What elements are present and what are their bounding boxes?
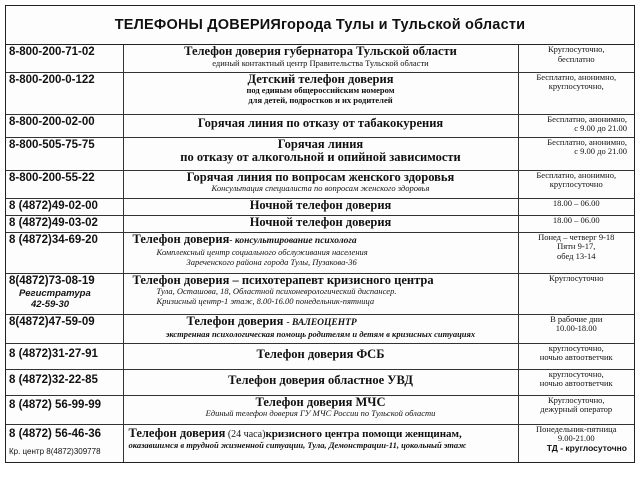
hours-line: Понедельник-пятница bbox=[536, 424, 617, 434]
service-description: Кризисный центр-1 этаж, 8.00-16.00 понедельник-пятница bbox=[156, 295, 375, 306]
hours-line: дежурный оператор bbox=[540, 404, 613, 414]
service-title: Телефон доверия МЧС bbox=[255, 395, 386, 409]
phone-cell bbox=[6, 72, 123, 114]
service-cell bbox=[123, 45, 518, 72]
hours-cell bbox=[518, 314, 634, 343]
phone-number: 8-800-200-71-02 bbox=[9, 46, 95, 58]
hours-cell bbox=[518, 45, 634, 72]
hours-line: ТД - круглосуточно bbox=[546, 442, 627, 453]
phone-cell bbox=[6, 170, 123, 198]
hours-line: 18.00 – 06.00 bbox=[552, 215, 600, 225]
hours-cell bbox=[518, 198, 634, 215]
hours-line: Понед – четверг 9-18 bbox=[538, 232, 615, 242]
service-description: для детей, подростков и их родителей bbox=[248, 94, 393, 105]
service-cell bbox=[123, 395, 518, 424]
hours-line: обед 13-14 bbox=[557, 250, 596, 261]
service-cell bbox=[123, 424, 518, 462]
table-row bbox=[6, 114, 634, 137]
service-description: Зареченского района города Тулы, Пузакова-36 bbox=[186, 256, 357, 267]
phone-number: 8-800-200-55-22 bbox=[9, 171, 95, 184]
service-cell bbox=[123, 369, 518, 395]
hotline-table bbox=[6, 45, 634, 462]
service-title: Горячая линия по вопросам женского здоровья bbox=[186, 170, 455, 184]
service-cell bbox=[123, 215, 518, 232]
hours-line: Круглосуточно bbox=[549, 273, 604, 283]
service-cell bbox=[123, 114, 518, 137]
service-description: экстренная психологическая помощь родителям и детям в кризисных ситуациях bbox=[165, 329, 476, 339]
phone-number: 8 (4872)32-22-85 bbox=[9, 373, 98, 386]
table-row bbox=[6, 232, 634, 273]
service-title-hours: (24 часа) bbox=[225, 428, 266, 440]
service-title: Телефон доверия губернатора Тульской области bbox=[184, 45, 457, 58]
service-title: Телефон доверия областное УВД bbox=[228, 372, 413, 387]
service-title-main: Телефон доверия bbox=[186, 314, 284, 328]
hours-line: 18.00 – 06.00 bbox=[552, 198, 600, 208]
service-title-rest: кризисного центра помощи женщинам, bbox=[265, 427, 462, 440]
phone-cell bbox=[6, 198, 123, 215]
hours-cell bbox=[518, 232, 634, 273]
service-title-extra: - консультирование психолога bbox=[229, 235, 357, 246]
hours-line: с 9.00 до 21.00 bbox=[574, 146, 627, 156]
table-row bbox=[6, 273, 634, 314]
service-cell bbox=[123, 72, 518, 114]
service-title: Ночной телефон доверия bbox=[249, 198, 392, 212]
service-title bbox=[127, 315, 515, 331]
phone-number: 8 (4872)31-27-91 bbox=[9, 347, 98, 360]
service-description: оказавшимся в трудной жизненной ситуации, Тула, Демонстрации-11, цокольный этаж bbox=[128, 440, 467, 450]
hours-cell bbox=[518, 343, 634, 369]
phone-cell bbox=[6, 45, 123, 72]
table-row bbox=[6, 72, 634, 114]
hours-line: круглосуточно, bbox=[548, 343, 604, 353]
phone-number: 8-800-505-75-75 bbox=[9, 138, 95, 151]
hours-line: 10.00-18.00 bbox=[555, 323, 597, 333]
phone-number: 8-800-200-02-00 bbox=[9, 115, 95, 128]
service-cell bbox=[123, 170, 518, 198]
service-title-line-2: по отказу от алкогольной и опийной зависимости bbox=[180, 150, 461, 164]
registry-phone: 42-59-30 bbox=[31, 298, 70, 310]
hours-line: бесплатно bbox=[557, 53, 595, 64]
phone-number: 8(4872)47-59-09 bbox=[9, 315, 95, 328]
service-title-main: Телефон доверия bbox=[132, 232, 230, 246]
hours-cell bbox=[518, 72, 634, 114]
table-row bbox=[6, 424, 634, 462]
phone-cell bbox=[6, 232, 123, 273]
service-cell bbox=[123, 273, 518, 314]
hours-line: Круглосуточно, bbox=[547, 395, 605, 405]
service-cell bbox=[123, 137, 518, 170]
service-cell bbox=[123, 198, 518, 215]
hours-line: Бесплатно, анонимно, bbox=[547, 114, 627, 124]
service-title: Детский телефон доверия bbox=[247, 72, 394, 86]
hours-line: с 9.00 до 21.00 bbox=[574, 123, 627, 133]
hotline-directory bbox=[5, 5, 635, 463]
service-title-extra: - ВАЛЕОЦЕНТР bbox=[286, 317, 357, 328]
service-description: под единым общероссийским номером bbox=[246, 85, 395, 95]
hours-line: Бесплатно, анонимно, bbox=[536, 72, 617, 82]
service-title-main: Телефон доверия bbox=[128, 425, 226, 440]
table-row bbox=[6, 45, 634, 72]
hours-cell bbox=[518, 369, 634, 395]
service-description: единый контактный центр Правительства Тульской области bbox=[212, 57, 429, 68]
service-description: Консультация специалиста по вопросам женского здоровья bbox=[211, 183, 430, 193]
table-row bbox=[6, 170, 634, 198]
table-row bbox=[6, 137, 634, 170]
phone-cell bbox=[6, 114, 123, 137]
hours-cell bbox=[518, 170, 634, 198]
phone-number: 8 (4872) 56-99-99 bbox=[9, 398, 102, 411]
registry-label: Регистратура bbox=[19, 287, 91, 299]
hours-line: круглосуточно, bbox=[548, 369, 604, 379]
table-row bbox=[6, 343, 634, 369]
service-description: Комплексный центр социального обслуживания населения bbox=[156, 247, 368, 257]
hours-line: В рабочие дни bbox=[550, 314, 603, 324]
hours-line: 9.00-21.00 bbox=[557, 433, 595, 443]
service-cell bbox=[123, 314, 518, 343]
phone-cell bbox=[6, 424, 123, 462]
service-title: Телефон доверия – психотерапевт кризисного центра bbox=[132, 273, 434, 287]
phone-number: 8 (4872) 56-46-36 bbox=[9, 427, 102, 440]
phone-cell bbox=[6, 273, 123, 314]
hours-line: круглосуточно bbox=[549, 179, 603, 189]
service-title: Телефон доверия ФСБ bbox=[256, 346, 385, 361]
hours-cell bbox=[518, 215, 634, 232]
service-title bbox=[127, 425, 515, 442]
page-title: ТЕЛЕФОНЫ ДОВЕРИЯгорода Тулы и Тульской области bbox=[6, 6, 634, 45]
service-description: Тула, Осташова, 18, Областной психоневрологический диспансер. bbox=[156, 286, 397, 296]
phone-number: 8-800-200-0-122 bbox=[9, 73, 95, 86]
hours-cell bbox=[518, 395, 634, 424]
phone-number: 8 (4872)49-02-00 bbox=[9, 199, 98, 212]
phone-cell bbox=[6, 395, 123, 424]
phone-cell bbox=[6, 369, 123, 395]
phone-cell bbox=[6, 137, 123, 170]
service-title: Горячая линия bbox=[277, 137, 364, 151]
phone-cell bbox=[6, 215, 123, 232]
hours-line: Бесплатно, анонимно, bbox=[547, 137, 627, 147]
hours-line: Бесплатно, анонимно, bbox=[536, 170, 617, 180]
phone-number: 8 (4872)49-03-02 bbox=[9, 216, 98, 229]
service-cell bbox=[123, 343, 518, 369]
phone-number: 8(4872)73-08-19 bbox=[9, 274, 95, 287]
phone-number: 8 (4872)34-69-20 bbox=[9, 233, 98, 246]
table-row bbox=[6, 395, 634, 424]
service-description: Единый телефон доверия ГУ МЧС России по Тульской области bbox=[205, 408, 436, 418]
hours-cell bbox=[518, 273, 634, 314]
service-title: Горячая линия по отказу от табакокурения bbox=[197, 115, 444, 130]
table-row bbox=[6, 369, 634, 395]
hours-line: ночью автоответчик bbox=[539, 352, 613, 362]
table-row bbox=[6, 215, 634, 232]
service-title bbox=[127, 233, 515, 249]
hours-cell bbox=[518, 137, 634, 170]
hours-line: круглосуточно, bbox=[548, 81, 604, 91]
phone-cell bbox=[6, 314, 123, 343]
table-row bbox=[6, 198, 634, 215]
table-row bbox=[6, 314, 634, 343]
hours-cell bbox=[518, 114, 634, 137]
hours-line: Круглосуточно, bbox=[547, 45, 605, 54]
hours-cell bbox=[518, 424, 634, 462]
hours-line: ночью автоответчик bbox=[539, 378, 613, 388]
phone-cell bbox=[6, 343, 123, 369]
hours-line: Пятн 9-17, bbox=[557, 241, 596, 251]
service-cell bbox=[123, 232, 518, 273]
service-title: Ночной телефон доверия bbox=[249, 215, 392, 229]
crisis-center-phone: Кр. центр 8(4872)309778 bbox=[9, 446, 101, 456]
